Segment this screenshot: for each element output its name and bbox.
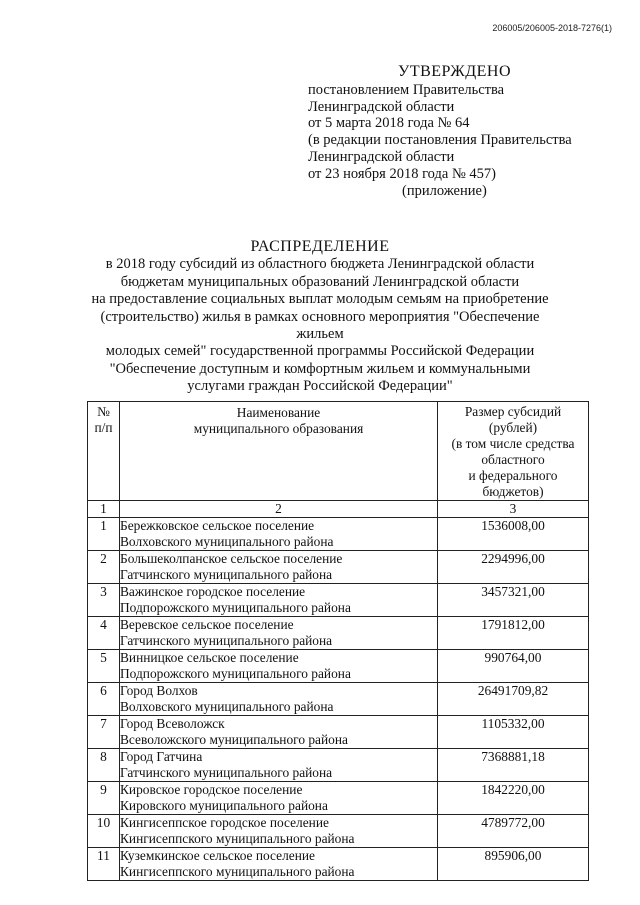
table-row: [88, 848, 589, 881]
approval-heading: УТВЕРЖДЕНО: [398, 63, 512, 80]
header-amount-line: (рублей): [488, 420, 538, 435]
document-title: РАСПРЕДЕЛЕНИЕ: [250, 238, 390, 255]
approval-line: от 23 ноября 2018 года № 457): [308, 165, 496, 182]
municipality-name-line: Веревское сельское поселение: [120, 617, 294, 632]
municipality-name-line: Большеколпанское сельское поселение: [120, 551, 343, 566]
column-number-cell: 2: [120, 501, 438, 518]
municipality-name-line: Кингисеппского муниципального района: [120, 831, 355, 846]
municipality-name-line: Винницкое сельское поселение: [120, 650, 299, 665]
table-row: [88, 716, 589, 749]
header-amount-line: и федерального: [468, 468, 558, 483]
column-number-cell: 1: [88, 501, 120, 518]
row-number-cell: 11: [88, 848, 120, 881]
subsidy-amount-cell: 1791812,00: [438, 617, 589, 650]
municipality-name-cell: [120, 848, 438, 881]
municipality-name-cell: [120, 683, 438, 716]
municipality-name-cell: [120, 716, 438, 749]
approval-line: Ленинградской области: [308, 148, 455, 165]
approval-block: [308, 64, 608, 199]
header-amount-line: Размер субсидий: [464, 404, 562, 419]
table-row: [88, 749, 589, 782]
municipality-name-line: Волховского муниципального района: [120, 699, 334, 714]
row-number-cell: 9: [88, 782, 120, 815]
approval-annex: (приложение): [402, 182, 487, 199]
subsidy-amount-cell: 4789772,00: [438, 815, 589, 848]
title-line: молодых семей" государственной программы Российской Федерации: [105, 343, 535, 360]
approval-line: от 5 марта 2018 года № 64: [308, 115, 470, 132]
title-line: на предоставление социальных выплат молодым семьям на приобретение: [91, 291, 549, 308]
row-number-cell: 1: [88, 518, 120, 551]
municipality-name-line: Гатчинского муниципального района: [120, 633, 333, 648]
municipality-name-line: Город Гатчина: [120, 749, 203, 764]
municipality-name-cell: [120, 518, 438, 551]
table-header-row: [88, 402, 589, 501]
header-number-cell: [88, 402, 120, 501]
municipality-name-line: Кингисеппское городское поселение: [120, 815, 329, 830]
subsidy-amount-cell: 895906,00: [438, 848, 589, 881]
header-number-line: №: [97, 404, 110, 419]
municipality-name-line: Важинское городское поселение: [120, 584, 306, 599]
approval-line: постановлением Правительства: [308, 81, 505, 98]
approval-line: Ленинградской области: [308, 98, 455, 115]
subsidy-amount-cell: 990764,00: [438, 650, 589, 683]
subsidy-amount-cell: 1842220,00: [438, 782, 589, 815]
header-name-cell: [120, 402, 438, 501]
municipality-name-cell: [120, 782, 438, 815]
municipality-name-cell: [120, 551, 438, 584]
column-number-row: [88, 501, 589, 518]
row-number-cell: 7: [88, 716, 120, 749]
row-number-cell: 10: [88, 815, 120, 848]
subsidy-amount-cell: 1536008,00: [438, 518, 589, 551]
municipality-name-line: Гатчинского муниципального района: [120, 567, 333, 582]
municipality-name-line: Кировского муниципального района: [120, 798, 328, 813]
municipality-name-line: Куземкинское сельское поселение: [120, 848, 315, 863]
municipality-name-line: Всеволожского муниципального района: [120, 732, 348, 747]
subsidy-amount-cell: 7368881,18: [438, 749, 589, 782]
header-amount-line: (в том числе средства: [451, 436, 575, 451]
table-row: [88, 551, 589, 584]
row-number-cell: 5: [88, 650, 120, 683]
table-row: [88, 617, 589, 650]
title-line: услугами граждан Российской Федерации": [187, 378, 453, 395]
subsidy-table: [87, 401, 589, 881]
title-line: (строительство) жилья в рамках основного мероприятия "Обеспечение жильем: [100, 308, 540, 343]
municipality-name-line: Кировское городское поселение: [120, 782, 303, 797]
subsidy-amount-cell: 3457321,00: [438, 584, 589, 617]
table-row: [88, 584, 589, 617]
municipality-name-cell: [120, 584, 438, 617]
header-name-line: Наименование: [236, 405, 321, 420]
table-row: [88, 650, 589, 683]
municipality-name-cell: [120, 749, 438, 782]
subsidy-amount-cell: 26491709,82: [438, 683, 589, 716]
row-number-cell: 8: [88, 749, 120, 782]
municipality-name-cell: [120, 617, 438, 650]
column-number-cell: 3: [438, 501, 589, 518]
table-row: [88, 815, 589, 848]
row-number-cell: 3: [88, 584, 120, 617]
municipality-name-line: Подпорожского муниципального района: [120, 666, 351, 681]
table-row: [88, 683, 589, 716]
header-number-line: п/п: [94, 420, 113, 435]
row-number-cell: 2: [88, 551, 120, 584]
municipality-name-line: Волховского муниципального района: [120, 534, 334, 549]
table-row: [88, 782, 589, 815]
subsidy-amount-cell: 1105332,00: [438, 716, 589, 749]
subsidy-amount-cell: 2294996,00: [438, 551, 589, 584]
row-number-cell: 6: [88, 683, 120, 716]
municipality-name-line: Бережковское сельское поселение: [120, 518, 315, 533]
table-row: [88, 518, 589, 551]
header-name-line: муниципального образования: [193, 421, 364, 436]
row-number-cell: 4: [88, 617, 120, 650]
header-amount-line: областного: [481, 452, 545, 467]
title-line: в 2018 году субсидий из областного бюджета Ленинградской области: [105, 256, 535, 273]
title-line: "Обеспечение доступным и комфортным жильем и коммунальными: [109, 360, 531, 377]
header-amount-line: бюджетов): [482, 484, 544, 499]
municipality-name-line: Гатчинского муниципального района: [120, 765, 333, 780]
municipality-name-line: Кингисеппского муниципального района: [120, 864, 355, 879]
municipality-name-cell: [120, 650, 438, 683]
header-amount-cell: [438, 402, 589, 501]
document-title-block: [80, 238, 560, 396]
municipality-name-cell: [120, 815, 438, 848]
municipality-name-line: Подпорожского муниципального района: [120, 600, 351, 615]
title-line: бюджетам муниципальных образований Ленинградской области: [120, 273, 520, 290]
municipality-name-line: Город Волхов: [120, 683, 198, 698]
approval-line: (в редакции постановления Правительства: [308, 132, 572, 149]
document-number: 206005/206005-2018-7276(1): [492, 23, 612, 33]
municipality-name-line: Город Всеволожск: [120, 716, 225, 731]
